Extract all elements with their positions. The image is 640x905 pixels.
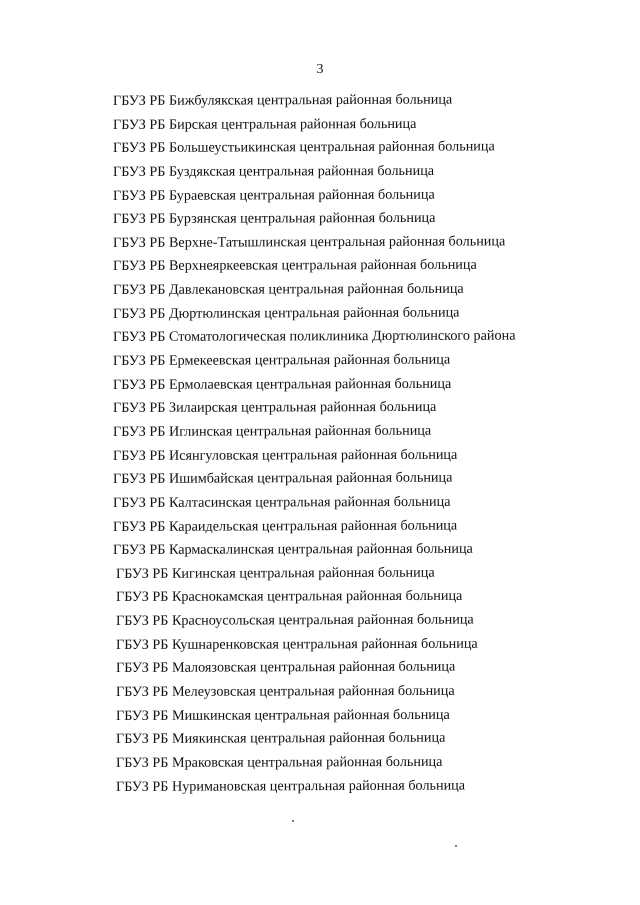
list-item: ГБУЗ РБ Краснокамская центральная районная больница	[115, 588, 463, 606]
list-item: ГБУЗ РБ Верхне-Татышлинская центральная районная больница	[112, 233, 506, 251]
list-item: ГБУЗ РБ Бурзянская центральная районная больница	[112, 210, 436, 228]
list-item: ГБУЗ РБ Калтасинская центральная районная больница	[112, 493, 451, 511]
list-item: ГБУЗ РБ Ишимбайская центральная районная больница	[112, 469, 453, 488]
list-item: ГБУЗ РБ Бураевская центральная районная больница	[112, 186, 435, 204]
list-item: ГБУЗ РБ Дюртюлинская центральная районная больница	[112, 304, 460, 322]
list-item: ГБУЗ РБ Ермекеевская центральная районная больница	[112, 351, 451, 370]
list-item: ГБУЗ РБ Кушнаренковская центральная районная больница	[115, 635, 478, 653]
list-item: ГБУЗ РБ Зилаирская центральная районная больница	[112, 399, 437, 417]
scan-speck	[455, 845, 457, 847]
list-item: ГБУЗ РБ Малоязовская центральная районная больница	[115, 658, 456, 677]
list-item: ГБУЗ РБ Нуримановская центральная районная больница	[115, 777, 466, 795]
list-item: ГБУЗ РБ Караидельская центральная районная больница	[112, 517, 458, 535]
list-item: ГБУЗ РБ Бижбулякская центральная районная больница	[112, 91, 453, 109]
list-item: ГБУЗ РБ Кармаскалинская центральная районная больница	[112, 540, 473, 559]
list-item: ГБУЗ РБ Мишкинская центральная районная больница	[115, 706, 450, 724]
list-item: ГБУЗ РБ Давлекановская центральная районная больница	[112, 280, 464, 299]
scan-speck	[292, 820, 294, 822]
list-item: ГБУЗ РБ Исянгуловская центральная районная больница	[112, 446, 458, 464]
list-item: ГБУЗ РБ Красноусольская центральная районная больница	[115, 611, 474, 630]
page-number: 3	[316, 62, 324, 77]
list-item: ГБУЗ РБ Верхнеяркеевская центральная районная больница	[112, 257, 477, 275]
list-item: ГБУЗ РБ Большеустьикинская центральная районная больница	[112, 138, 495, 157]
hospital-list	[113, 90, 573, 799]
list-item: ГБУЗ РБ Кигинская центральная районная больница	[115, 564, 435, 582]
list-item: ГБУЗ РБ Стоматологическая поликлиника Дюртюлинского района	[112, 328, 516, 346]
list-item: ГБУЗ РБ Иглинская центральная районная больница	[112, 422, 432, 440]
list-item: ГБУЗ РБ Буздякская центральная районная больница	[112, 162, 435, 180]
list-item: ГБУЗ РБ Мраковская центральная районная больница	[115, 753, 443, 771]
list-item: ГБУЗ РБ Миякинская центральная районная больница	[115, 729, 446, 748]
list-item: ГБУЗ РБ Бирская центральная районная больница	[112, 115, 417, 133]
list-item: ГБУЗ РБ Мелеузовская центральная районная больница	[115, 682, 455, 701]
list-item: ГБУЗ РБ Ермолаевская центральная районная больница	[112, 375, 452, 393]
